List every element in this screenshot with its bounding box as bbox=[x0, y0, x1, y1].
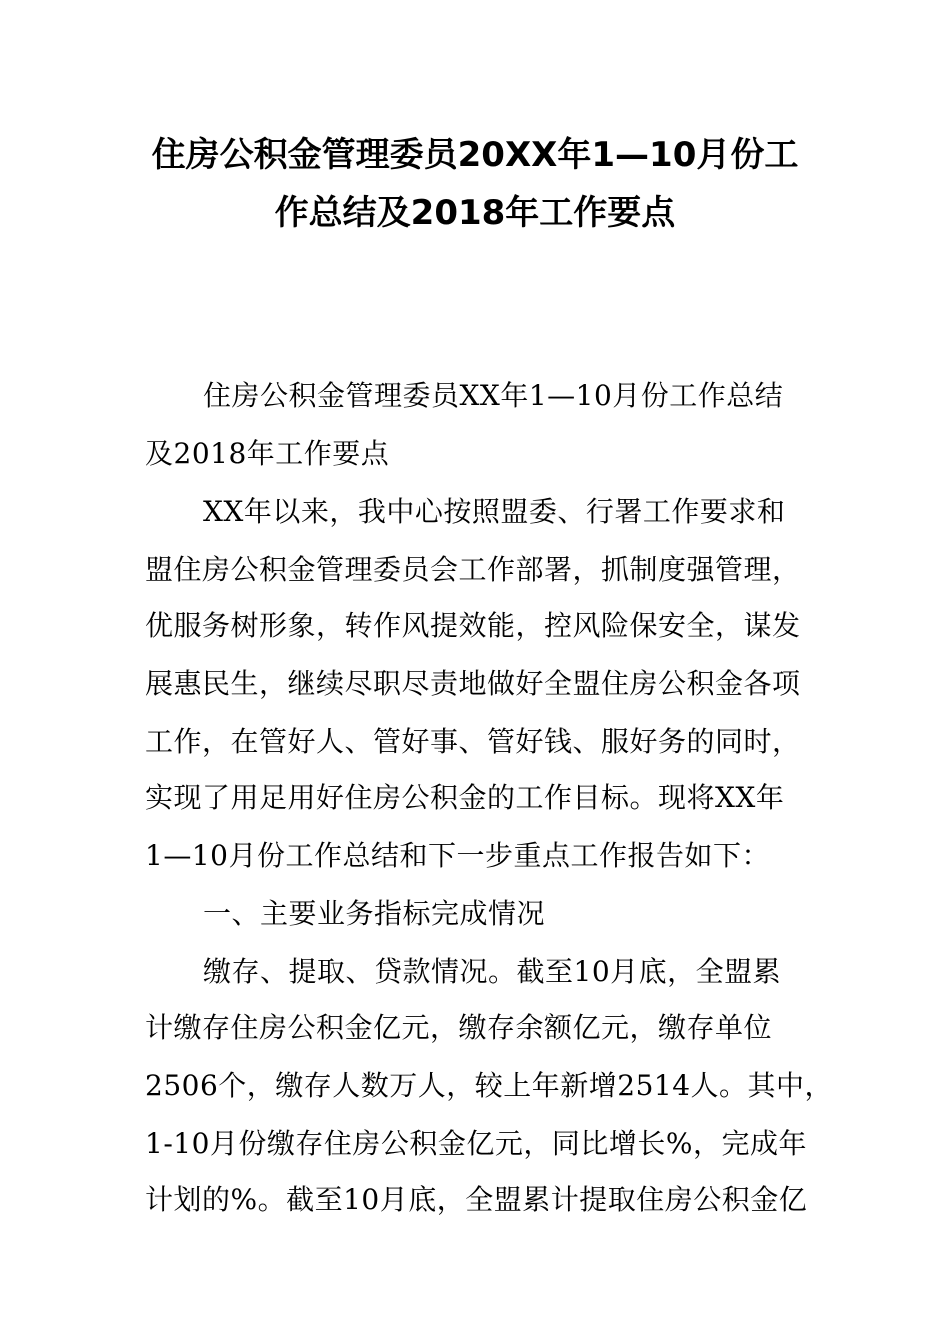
paragraph-line: 及2018年工作要点 bbox=[145, 437, 390, 470]
paragraph-line: 缴存、提取、贷款情况。截至10月底，全盟累 bbox=[203, 955, 782, 988]
title-line-2: 作总结及2018年工作要点 bbox=[274, 193, 676, 233]
paragraph-line: 盟住房公积金管理委员会工作部署，抓制度强管理， bbox=[145, 553, 801, 586]
paragraph-line: XX年以来，我中心按照盟委、行署工作要求和 bbox=[203, 495, 786, 528]
document-title bbox=[120, 126, 830, 242]
title-line-1: 住房公积金管理委员20XX年1—10月份工 bbox=[151, 135, 799, 175]
paragraph-line: 住房公积金管理委员XX年1—10月份工作总结 bbox=[203, 379, 784, 412]
paragraph-line: 优服务树形象，转作风提效能，控风险保安全，谋发 bbox=[145, 609, 801, 642]
paragraph-line: 工作，在管好人、管好事、管好钱、服好务的同时， bbox=[145, 725, 801, 758]
paragraph-line: 1—10月份工作总结和下一步重点工作报告如下： bbox=[145, 839, 770, 872]
paragraph-line: 实现了用足用好住房公积金的工作目标。现将XX年 bbox=[145, 781, 785, 814]
paragraph-line: 计缴存住房公积金亿元，缴存余额亿元，缴存单位 bbox=[145, 1011, 773, 1044]
paragraph-line: 计划的%。截至10月底，全盟累计提取住房公积金亿 bbox=[145, 1183, 808, 1216]
paragraph-line: 2506个，缴存人数万人，较上年新增2514人。其中， bbox=[145, 1069, 834, 1102]
paragraph-line: 1-10月份缴存住房公积金亿元，同比增长%，完成年 bbox=[145, 1127, 808, 1160]
paragraph-line: 展惠民生，继续尽职尽责地做好全盟住房公积金各项 bbox=[145, 667, 801, 700]
section-heading: 一、主要业务指标完成情况 bbox=[203, 897, 546, 930]
